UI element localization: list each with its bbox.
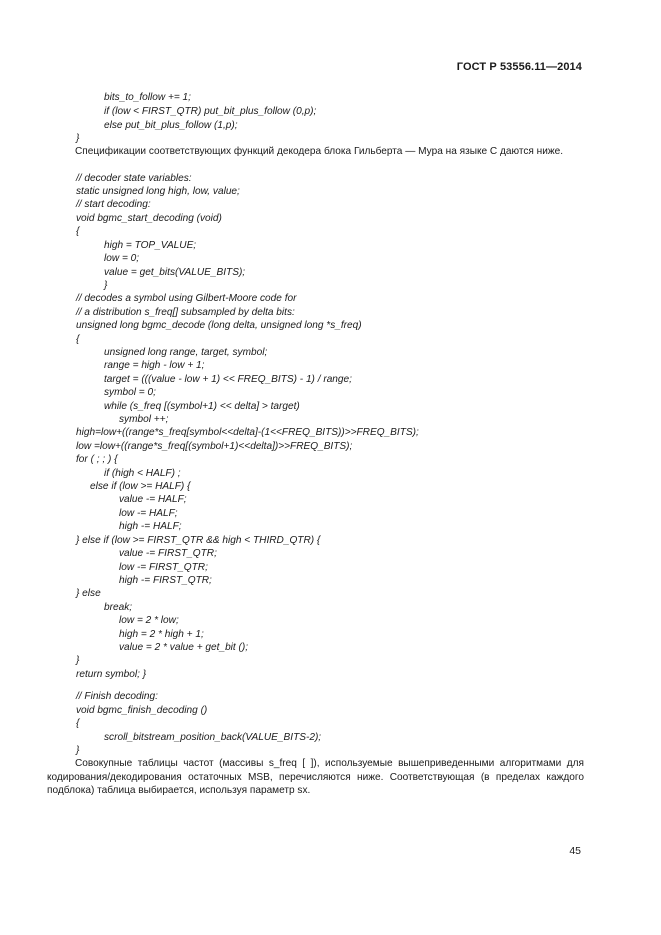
code-comment: // start decoding: bbox=[76, 199, 151, 210]
code-line: value -= FIRST_QTR; bbox=[119, 548, 217, 559]
code-line: unsigned long bgmc_decode (long delta, unsigned long *s_freq) bbox=[76, 320, 362, 331]
code-line: high -= FIRST_QTR; bbox=[119, 575, 212, 586]
paragraph-decoder-spec: Спецификации соответствующих функций декодера блока Гильберта — Мура на языке C даются ниже. bbox=[75, 146, 564, 157]
code-line: high = 2 * high + 1; bbox=[119, 629, 204, 640]
code-line: { bbox=[76, 718, 80, 729]
code-line: high -= HALF; bbox=[119, 521, 182, 532]
code-line: value = 2 * value + get_bit (); bbox=[119, 642, 249, 653]
code-line: bits_to_follow += 1; bbox=[104, 92, 191, 103]
code-line: low = 2 * low; bbox=[119, 615, 179, 626]
code-line: void bgmc_start_decoding (void) bbox=[76, 213, 222, 224]
code-line: high=low+((range*s_freq[symbol<<delta]-(1<<FREQ_BITS))>>FREQ_BITS); bbox=[76, 427, 419, 438]
page-number: 45 bbox=[569, 845, 581, 857]
code-line: { bbox=[76, 334, 80, 345]
code-line: high = TOP_VALUE; bbox=[104, 240, 197, 251]
code-line: } bbox=[104, 280, 108, 291]
code-line: low -= FIRST_QTR; bbox=[119, 562, 208, 573]
code-line: else put_bit_plus_follow (1,p); bbox=[104, 120, 238, 131]
code-line: target = (((value - low + 1) << FREQ_BITS) - 1) / range; bbox=[104, 374, 352, 385]
code-line: symbol = 0; bbox=[104, 387, 156, 398]
code-line: for ( ; ; ) { bbox=[76, 454, 118, 465]
code-line: unsigned long range, target, symbol; bbox=[104, 347, 268, 358]
code-line: while (s_freq [(symbol+1) << delta] > target) bbox=[104, 401, 300, 412]
code-line: { bbox=[76, 226, 80, 237]
code-line: } else if (low >= FIRST_QTR && high < THIRD_QTR) { bbox=[76, 535, 321, 546]
code-line: break; bbox=[104, 602, 133, 613]
code-line: } bbox=[76, 745, 80, 756]
code-comment: // decoder state variables: bbox=[76, 173, 192, 184]
code-line: else if (low >= HALF) { bbox=[90, 481, 191, 492]
code-line: low =low+((range*s_freq[(symbol+1)<<delta])>>FREQ_BITS); bbox=[76, 441, 353, 452]
code-line: if (low < FIRST_QTR) put_bit_plus_follow (0,p); bbox=[104, 106, 317, 117]
document-header: ГОСТ Р 53556.11—2014 bbox=[456, 61, 582, 73]
code-line: range = high - low + 1; bbox=[104, 360, 205, 371]
code-line: value -= HALF; bbox=[119, 494, 187, 505]
code-line: if (high < HALF) ; bbox=[104, 468, 181, 479]
code-line: symbol ++; bbox=[119, 414, 169, 425]
code-line: low -= HALF; bbox=[119, 508, 178, 519]
code-line: } bbox=[76, 133, 80, 144]
paragraph-frequency-tables: Совокупные таблицы частот (массивы s_freq [ ]), используемые вышеприведенными алгоритмами для кодирования/декодирования остаточных MSB, перечисляются ниже. Соответствующая (в пределах каждого подблока) таблица выбирается, используя параметр sx. bbox=[47, 758, 584, 796]
code-line: } bbox=[76, 655, 80, 666]
code-line: low = 0; bbox=[104, 253, 140, 264]
code-comment: // Finish decoding: bbox=[76, 691, 158, 702]
code-comment: // decodes a symbol using Gilbert-Moore code for bbox=[76, 293, 297, 304]
code-line: return symbol; } bbox=[76, 669, 147, 680]
code-comment: // a distribution s_freq[] subsampled by delta bits: bbox=[76, 307, 295, 318]
code-line: static unsigned long high, low, value; bbox=[76, 186, 240, 197]
code-line: scroll_bitstream_position_back(VALUE_BITS-2); bbox=[104, 732, 322, 743]
code-line: void bgmc_finish_decoding () bbox=[76, 705, 208, 716]
code-line: } else bbox=[76, 588, 101, 599]
code-line: value = get_bits(VALUE_BITS); bbox=[104, 267, 246, 278]
